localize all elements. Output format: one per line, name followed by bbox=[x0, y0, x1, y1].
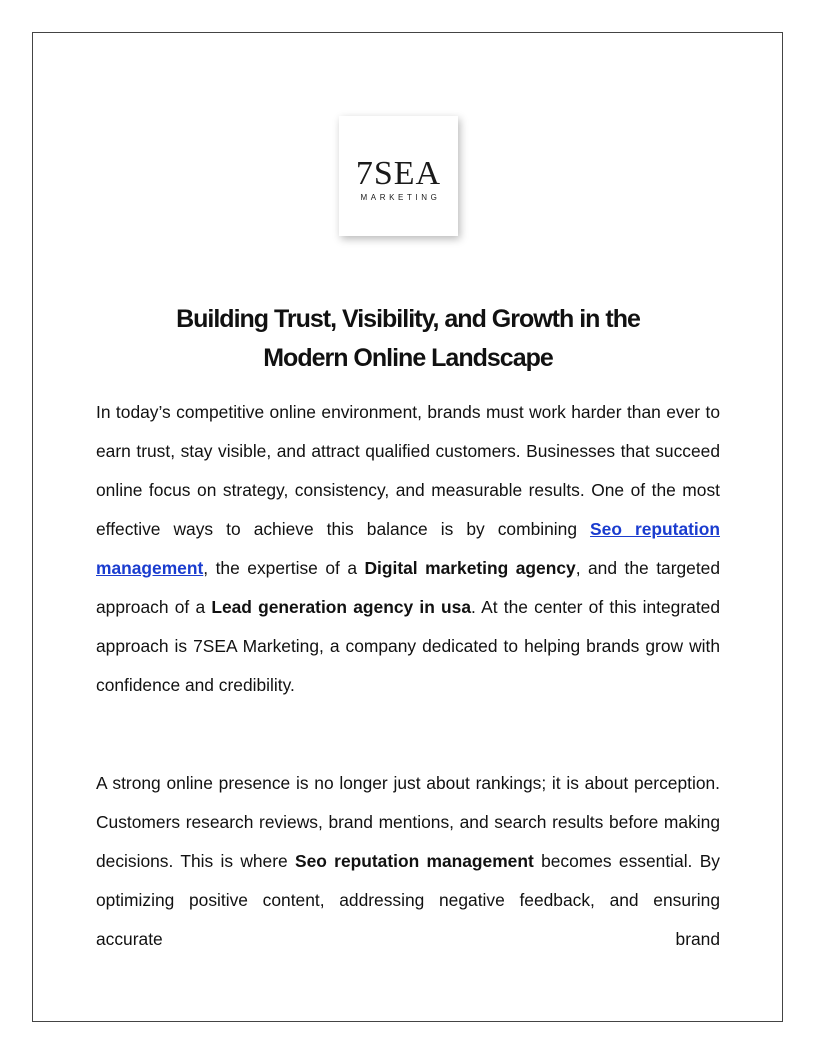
lead-generation-agency-keyword: Lead generation agency in usa bbox=[211, 597, 472, 617]
paragraph-2 bbox=[96, 764, 720, 959]
paragraph-1-text-2: , the expertise of a bbox=[203, 558, 365, 578]
paragraph-1 bbox=[96, 393, 720, 705]
paragraph-1-text-3: , and the targeted approach of a bbox=[96, 558, 721, 617]
digital-marketing-agency-keyword: Digital marketing agency bbox=[364, 558, 576, 578]
paragraph-1-text-4: . At the center of this integrated approach is 7SEA Marketing, a company dedicated to helping brands grow with confidence and credibility. bbox=[96, 597, 720, 695]
paragraph-2-text-2: becomes essential. By optimizing positive content, addressing negative feedback, and ensuring accurate brand bbox=[96, 851, 720, 949]
paragraph-2-text-1: A strong online presence is no longer just about rankings; it is about perception. Customers research reviews, brand mentions, and search results before making decisions. This is where bbox=[96, 773, 720, 871]
title-line-1: Building Trust, Visibility, and Growth in the bbox=[176, 305, 640, 333]
title-line-2: Modern Online Landscape bbox=[263, 344, 553, 372]
paragraph-1-text-1: In today’s competitive online environment, brands must work harder than ever to earn trust, stay visible, and attract qualified customers. Businesses that succeed online focus on strategy, consistency, and measurable results. One of the most effective ways to achieve this balance is by combining bbox=[96, 402, 720, 539]
logo-subtitle: MARKETING bbox=[360, 192, 441, 202]
company-logo bbox=[339, 116, 458, 236]
seo-reputation-management-link[interactable]: Seo reputation management bbox=[96, 519, 720, 578]
logo-wordmark: 7SEA bbox=[355, 154, 442, 192]
seo-reputation-management-keyword: Seo reputation management bbox=[294, 851, 534, 871]
document-title bbox=[96, 300, 720, 378]
